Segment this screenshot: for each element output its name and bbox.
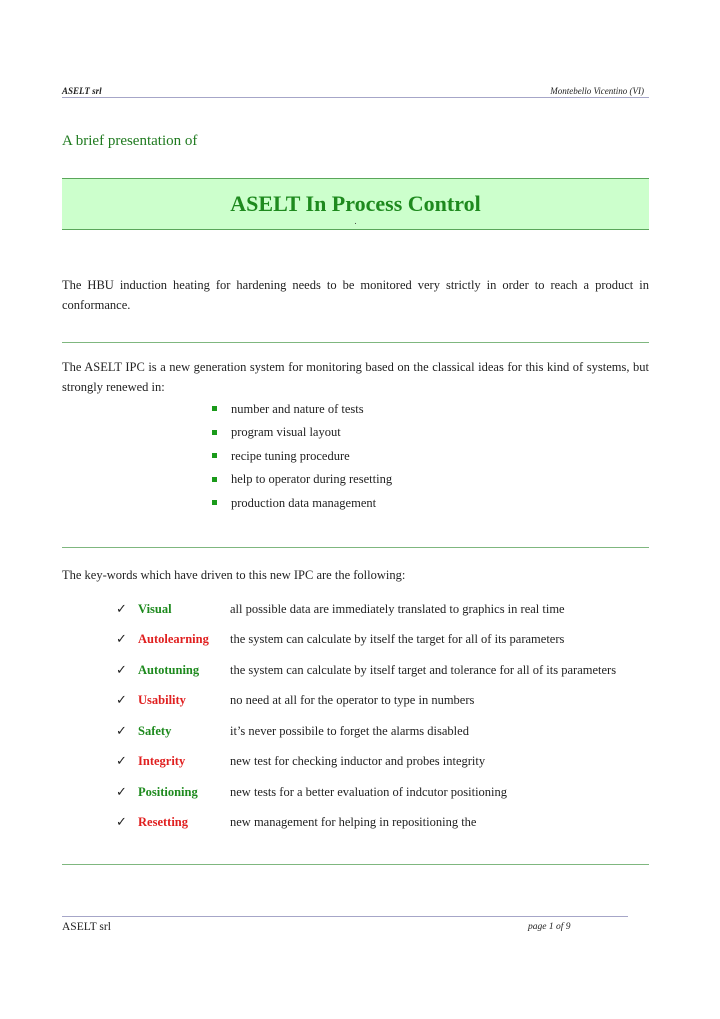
bullet-item (212, 444, 392, 468)
bullet-text: program visual layout (231, 425, 341, 440)
header-company: ASELT srl (62, 86, 102, 96)
keyword-row (116, 686, 676, 717)
page-number: page 1 of 9 (528, 922, 571, 932)
bullet-item (212, 491, 392, 515)
checkmark-icon: ✓ (116, 693, 127, 709)
banner-mark: . (354, 216, 357, 226)
bullet-item (212, 397, 392, 421)
keyword-description: no need at all for the operator to type in numbers (230, 693, 475, 708)
document-title: ASELT In Process Control (230, 191, 481, 216)
header-divider (62, 97, 649, 98)
title-banner (62, 178, 649, 230)
keyword-row (116, 594, 676, 625)
keyword-row (116, 655, 676, 686)
header-location: Montebello Vicentino (VI) (550, 86, 644, 96)
section-divider (62, 864, 649, 865)
bullet-text: production data management (231, 495, 377, 510)
keyword-term: Usability (138, 693, 186, 708)
square-bullet-icon (212, 453, 217, 458)
keyword-term: Safety (138, 723, 172, 738)
keyword-row (116, 625, 676, 656)
keyword-term: Positioning (138, 784, 198, 799)
keyword-list (116, 594, 676, 838)
keyword-row (116, 808, 676, 839)
keyword-description: all possible data are immediately translated to graphics in real time (230, 601, 565, 616)
keyword-term: Integrity (138, 754, 186, 769)
square-bullet-icon (212, 430, 217, 435)
footer-company: ASELT srl (62, 921, 111, 933)
keyword-description: new test for checking inductor and probes integrity (230, 754, 486, 769)
square-bullet-icon (212, 406, 217, 411)
feature-bullet-list (212, 397, 392, 515)
section-divider (62, 547, 649, 548)
keyword-row (116, 777, 676, 808)
checkmark-icon: ✓ (116, 754, 127, 770)
checkmark-icon: ✓ (116, 632, 127, 648)
subtitle: A brief presentation of (62, 133, 198, 149)
keyword-term: Visual (138, 601, 172, 616)
keywords-intro: The key-words which have driven to this new IPC are the following: (62, 568, 406, 582)
checkmark-icon: ✓ (116, 723, 127, 739)
keyword-term: Autolearning (138, 632, 209, 647)
checkmark-icon: ✓ (116, 815, 127, 831)
checkmark-icon: ✓ (116, 662, 127, 678)
keyword-term: Resetting (138, 815, 188, 830)
keyword-row (116, 747, 676, 778)
keyword-row (116, 716, 676, 747)
ipc-paragraph: The ASELT IPC is a new generation system for monitoring based on the classical ideas for this kind of systems, but strongly renewed in: (62, 360, 649, 394)
checkmark-icon: ✓ (116, 784, 127, 800)
keyword-term: Autotuning (138, 662, 200, 677)
bullet-text: recipe tuning procedure (231, 448, 350, 463)
intro-paragraph: The HBU induction heating for hardening needs to be monitored very strictly in order to reach a product in conformance. (62, 278, 649, 312)
keyword-description: it’s never possibile to forget the alarms disabled (230, 723, 469, 738)
section-divider (62, 342, 649, 343)
footer-divider (62, 916, 628, 917)
bullet-text: help to operator during resetting (231, 472, 393, 487)
keyword-description: the system can calculate by itself the target for all of its parameters (230, 632, 565, 647)
keyword-description: new management for helping in repositioning the (230, 815, 477, 830)
square-bullet-icon (212, 500, 217, 505)
keyword-description: the system can calculate by itself target and tolerance for all of its parameters (230, 662, 617, 677)
bullet-text: number and nature of tests (231, 401, 364, 416)
bullet-item (212, 468, 392, 492)
keyword-description: new tests for a better evaluation of indcutor positioning (230, 784, 508, 799)
checkmark-icon: ✓ (116, 601, 127, 617)
bullet-item (212, 421, 392, 445)
square-bullet-icon (212, 477, 217, 482)
